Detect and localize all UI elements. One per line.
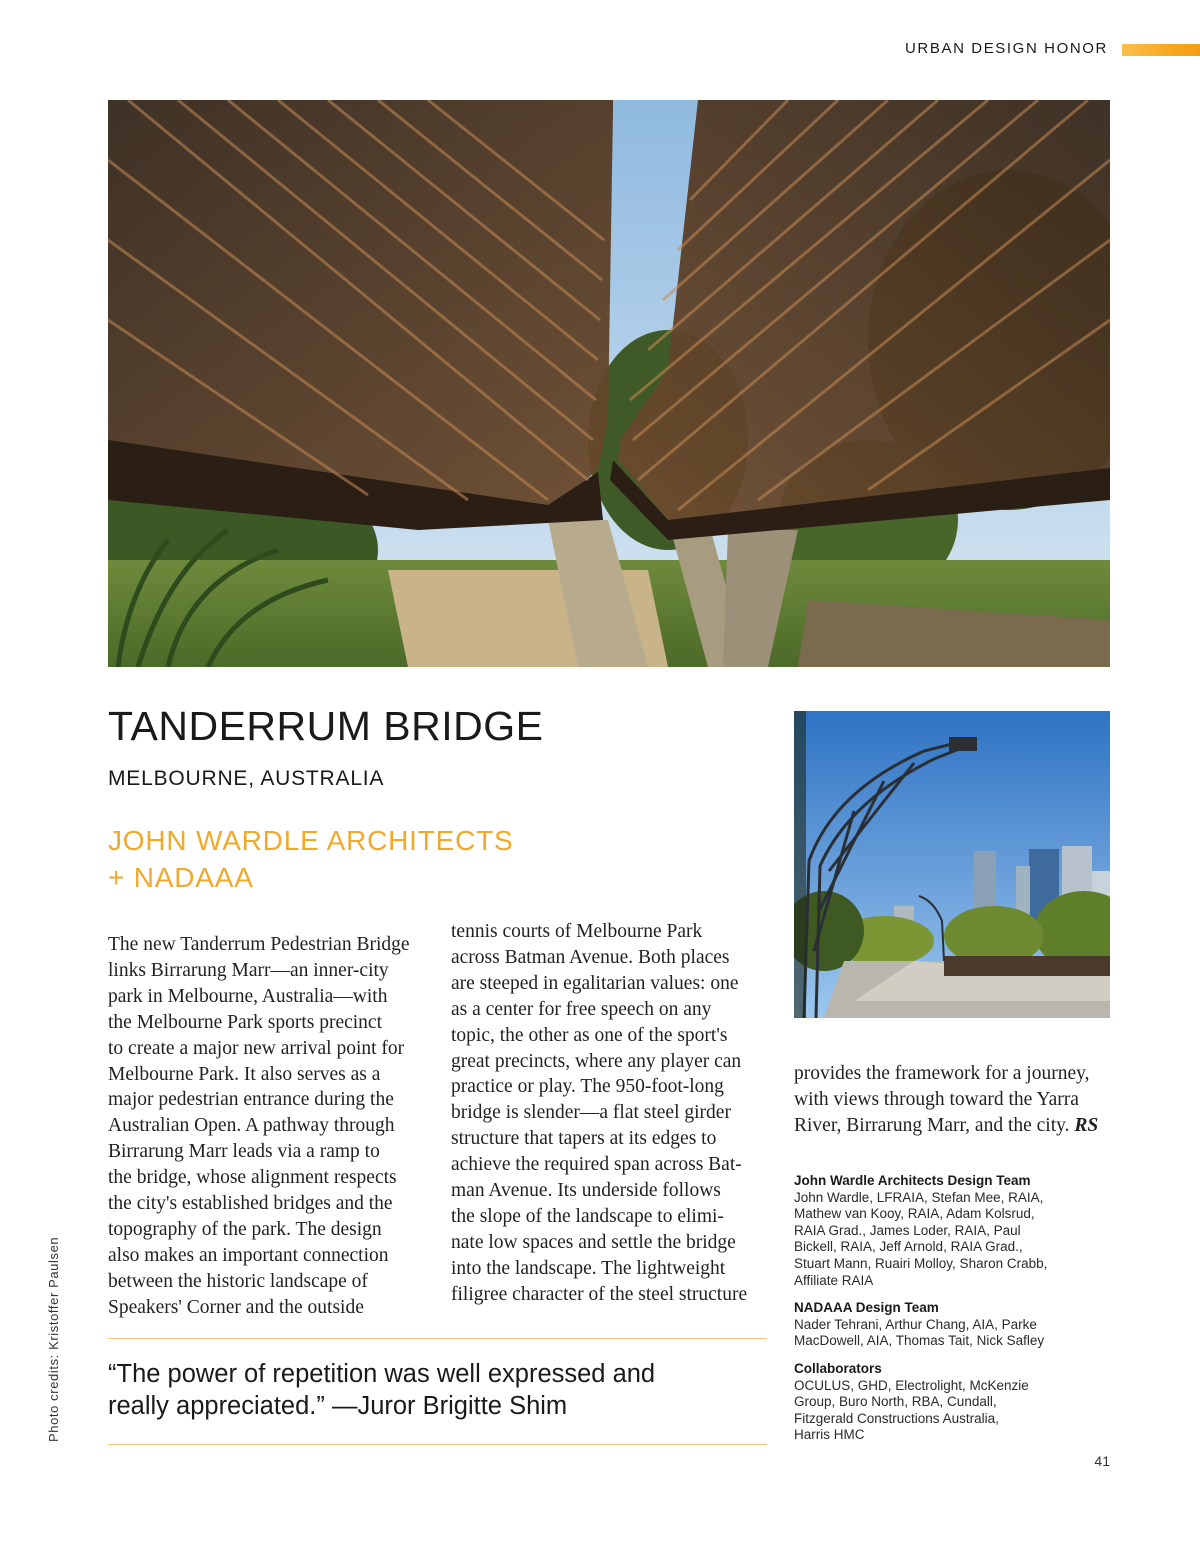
credits-line: Nader Tehrani, Arthur Chang, AIA, Parke [794, 1316, 1037, 1332]
body-column-2 [451, 919, 771, 1308]
body-line: with views through toward the Yarra [794, 1088, 1079, 1110]
body-line: achieve the required span across Bat- [451, 1154, 742, 1176]
body-line: bridge is slender—a flat steel girder [451, 1102, 731, 1124]
body-line: between the historic landscape of [108, 1270, 368, 1292]
body-column-1 [108, 932, 438, 1321]
body-line: man Avenue. Its underside follows [451, 1180, 721, 1202]
body-line: to create a major new arrival point for [108, 1037, 405, 1059]
pull-quote-line: really appreciated.” —Juror Brigitte Shim [108, 1392, 568, 1420]
credits-line: Mathew van Kooy, RAIA, Adam Kolsrud, [794, 1206, 1035, 1222]
body-line: across Batman Avenue. Both places [451, 946, 730, 968]
body-line: Australian Open. A pathway through [108, 1115, 395, 1137]
body-last-text: River, Birrarung Marr, and the city. [794, 1114, 1070, 1136]
body-line: topic, the other as one of the sport's [451, 1024, 728, 1046]
body-line: provides the framework for a journey, [794, 1063, 1090, 1084]
credits-line: OCULUS, GHD, Electrolight, McKenzie [794, 1377, 1029, 1393]
body-line: are steeped in egalitarian values: one [451, 972, 739, 994]
article-architect [108, 822, 628, 896]
credits-line: MacDowell, AIA, Thomas Tait, Nick Safley [794, 1333, 1045, 1349]
body-line: also makes an important connection [108, 1244, 389, 1266]
body-line: topography of the park. The design [108, 1218, 382, 1240]
credits-line: John Wardle, LFRAIA, Stefan Mee, RAIA, [794, 1189, 1044, 1205]
credits-heading: NADAAA Design Team [794, 1300, 939, 1315]
body-line: major pedestrian entrance during the [108, 1089, 394, 1111]
credits-heading: Collaborators [794, 1361, 882, 1376]
credits-line: Stuart Mann, Ruairi Molloy, Sharon Crabb, [794, 1255, 1048, 1271]
walkway-skyline-photo [794, 711, 1110, 1018]
article-location: MELBOURNE, AUSTRALIA [108, 767, 385, 790]
pull-quote-rule-top [108, 1338, 767, 1339]
pull-quote [108, 1358, 768, 1422]
body-line: nate low spaces and settle the bridge [451, 1231, 736, 1253]
credits-collaborators [794, 1361, 1114, 1444]
body-line: the slope of the landscape to elimi- [451, 1205, 724, 1227]
credits-nadaaa-team [794, 1300, 1114, 1350]
photo-credit: Photo credits: Kristoffer Paulsen [46, 1236, 61, 1442]
pull-quote-line: “The power of repetition was well expressed and [108, 1360, 656, 1388]
body-line: as a center for free speech on any [451, 998, 712, 1020]
body-line: practice or play. The 950-foot-long [451, 1076, 724, 1098]
body-line: Birrarung Marr leads via a ramp to [108, 1141, 380, 1163]
article-title: TANDERRUM BRIDGE [108, 703, 544, 749]
credits-line: Affiliate RAIA [794, 1272, 874, 1288]
body-line: into the landscape. The lightweight [451, 1257, 726, 1279]
body-line: filigree character of the steel structure [451, 1283, 748, 1305]
body-column-3 [794, 1061, 1114, 1139]
credits-line: RAIA Grad., James Loder, RAIA, Paul [794, 1222, 1021, 1238]
credits-line: Bickell, RAIA, Jeff Arnold, RAIA Grad., [794, 1239, 1023, 1255]
credits-heading: John Wardle Architects Design Team [794, 1173, 1031, 1188]
credits-line: Group, Buro North, RBA, Cundall, [794, 1394, 997, 1410]
body-line-last [794, 1113, 1114, 1139]
credits-line: Harris HMC [794, 1427, 865, 1443]
section-label: URBAN DESIGN HONOR [905, 40, 1108, 57]
architect-line: + NADAAA [108, 862, 254, 893]
credits-jwa-team [794, 1173, 1114, 1289]
architect-line: JOHN WARDLE ARCHITECTS [108, 825, 514, 856]
pull-quote-rule-bottom [108, 1444, 767, 1445]
author-initials: RS [1074, 1114, 1099, 1136]
body-line: tennis courts of Melbourne Park [451, 921, 703, 942]
section-accent-bar [1122, 44, 1200, 56]
body-line: the bridge, whose alignment respects [108, 1167, 397, 1189]
body-line: Melbourne Park. It also serves as a [108, 1063, 381, 1085]
body-line: park in Melbourne, Australia—with [108, 985, 388, 1007]
body-line: great precincts, where any player can [451, 1050, 742, 1072]
body-line: The new Tanderrum Pedestrian Bridge [108, 934, 410, 955]
body-line: links Birrarung Marr—an inner-city [108, 959, 389, 981]
body-line: structure that tapers at its edges to [451, 1128, 717, 1150]
page-number: 41 [1094, 1453, 1110, 1469]
credits-line: Fitzgerald Constructions Australia, [794, 1410, 999, 1426]
body-line: Speakers' Corner and the outside [108, 1296, 364, 1318]
body-line: the Melbourne Park sports precinct [108, 1011, 383, 1033]
body-line: the city's established bridges and the [108, 1193, 393, 1215]
bridge-underside-photo [108, 100, 1110, 667]
